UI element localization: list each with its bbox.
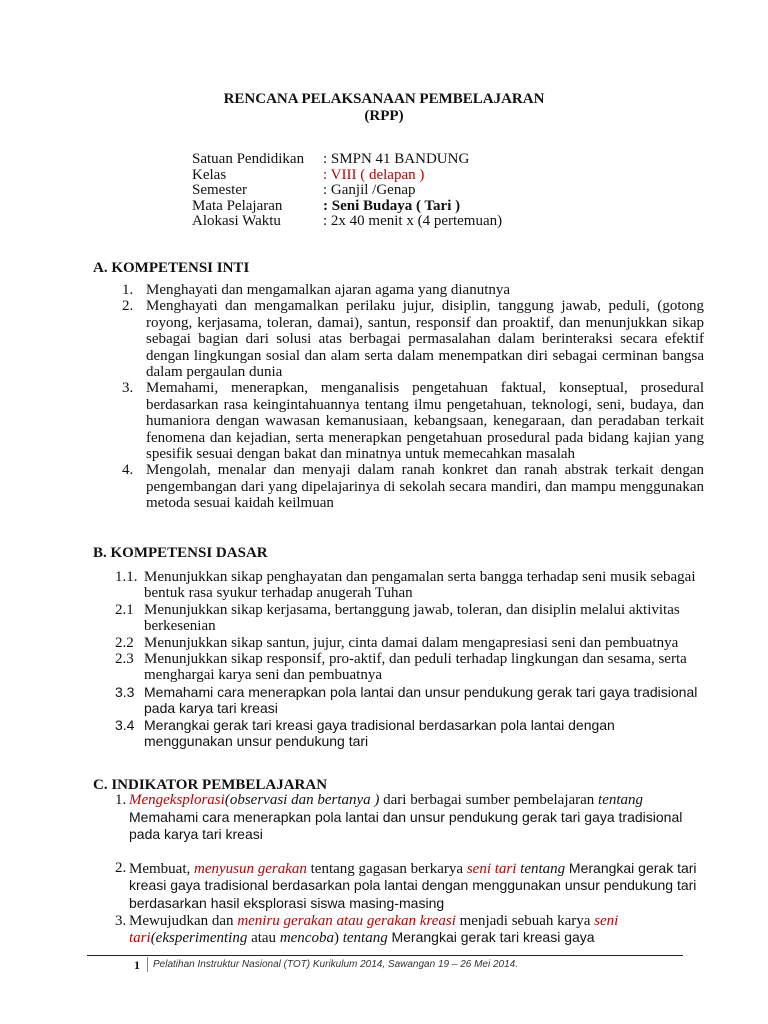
section-c-heading: C. INDIKATOR PEMBELAJARAN [93, 777, 328, 793]
item-text: Membuat, [129, 860, 194, 877]
list-item [115, 684, 705, 717]
document-subtitle: (RPP) [364, 108, 404, 124]
info-label: Semester [192, 182, 247, 199]
footer-divider [87, 955, 683, 956]
item-text: Menghayati dan mengamalkan ajaran agama yang dianutnya [146, 282, 511, 298]
item-number: 2.3 [115, 651, 134, 668]
list-item [115, 569, 705, 602]
verb-highlight: meniru gerakan atau gerakan kreasi [237, 912, 456, 929]
info-row-semester [192, 183, 502, 199]
info-row-kelas [192, 168, 502, 184]
info-value: : Seni Budaya ( Tari ) [323, 197, 461, 214]
info-label: Satuan Pendidikan [192, 151, 305, 167]
item-number: 2.2 [115, 634, 134, 651]
info-table [192, 152, 502, 230]
item-number: 3.3 [115, 683, 135, 700]
list-item [115, 717, 705, 750]
info-value: : Ganjil /Genap [323, 182, 416, 199]
info-row-satuan [192, 152, 502, 168]
footer-separator [147, 957, 148, 972]
info-label: Kelas [192, 166, 227, 183]
section-b-heading: B. KOMPETENSI DASAR [93, 545, 268, 561]
footer-text: Pelatihan Instruktur Nasional (TOT) Kurikulum 2014, Sawangan 19 – 26 Mei 2014. [153, 959, 519, 970]
item-text: Merangkai gerak tari kreasi gaya tradisional berdasarkan pola lantai dengan menggunakan unsur pendukung tari [144, 716, 615, 750]
item-number: 1.1. [115, 569, 138, 585]
seni-tari-highlight: seni tari [129, 912, 619, 947]
info-value: : 2x 40 menit x (4 pertemuan) [323, 213, 503, 230]
item-text: menjadi sebuah karya [455, 912, 595, 929]
item-text: Menunjukkan sikap penghayatan dan pengamalan serta bangga terhadap seni musik sebagai bentuk rasa syukur terhadap anugerah Tuhan [144, 569, 696, 602]
item-number: 3.4 [115, 716, 135, 733]
item-number: 2. [115, 859, 127, 876]
list-item [115, 792, 715, 844]
item-text: dari berbagai sumber pembelajaran [379, 792, 599, 808]
item-text: Mengolah, menalar dan menyaji dalam ranah konkret dan ranah abstrak terkait dengan pengembangan dari yang dipelajarinya di sekolah secara mandiri, dan mampu menggunakan metoda sesuai kaidah keilmuan [146, 462, 704, 512]
parenthetical: (eksperimenting [150, 930, 248, 947]
list-item [122, 298, 704, 380]
section-b-list [115, 569, 705, 749]
parenthetical: mencoba [279, 930, 334, 947]
list-item [122, 282, 704, 298]
item-text: Menghayati dan mengamalkan perilaku jujur, disiplin, tanggung jawab, peduli, (gotong royong, kerjasama, toleran, damai), santun, responsif dan proaktif, dan menunjukkan sikap sebagai bagian dari solusi atas berbagai permasalahan dalam berinteraksi secara efektif dengan lingkungan sosial dan alam serta dalam menempatkan diri sebagai cerminan bangsa dalam pergaulan dunia [146, 298, 704, 381]
list-item [122, 380, 704, 462]
info-label: Mata Pelajaran [192, 197, 283, 214]
info-label: Alokasi Waktu [192, 213, 281, 230]
item-body: Merangkai gerak tari kreasi gaya tradisional berdasarkan pola lantai dengan menggunakan unsur pendukung tari berdasarkan hasil eksplorasi siswa masing-masing [129, 859, 697, 911]
tentang-word: tentang [338, 930, 392, 947]
item-body: Memahami cara menerapkan pola lantai dan unsur pendukung gerak tari gaya tradisional pada karya tari kreasi [129, 808, 683, 843]
item-number: 1. [115, 792, 127, 808]
list-item [115, 651, 705, 684]
info-value: : VIII ( delapan ) [323, 166, 425, 183]
item-text: atau [247, 930, 280, 947]
list-item [122, 462, 704, 511]
parenthetical: (observasi dan bertanya ) [224, 792, 380, 808]
seni-tari-highlight: seni tari [466, 860, 517, 877]
list-item [115, 860, 715, 913]
item-text: Menunjukkan sikap kerjasama, bertanggung jawab, toleran, dan disiplin melalui aktivitas berkesenian [144, 601, 680, 635]
section-a-list [122, 282, 704, 512]
info-row-alokasi [192, 214, 502, 230]
tentang-word: tentang [598, 792, 644, 808]
item-text: Memahami, menerapkan, menganalisis pengetahuan faktual, konseptual, prosedural berdasarkan rasa keingintahuannya tentang ilmu pengetahuan, teknologi, seni, budaya, dan humaniora dengan wawasan kemanusiaan, kebangsaan, kenegaraan, dan peradaban terkait fenomena dan kejadian, serta menerapkan pengetahuan prosedural pada bidang kajian yang spesifik sesuai dengan bakat dan minatnya untuk memecahkan masalah [146, 380, 704, 463]
item-number: 2.1 [115, 601, 134, 618]
verb-highlight: Mengeksplorasi [129, 792, 225, 808]
info-value: : SMPN 41 BANDUNG [323, 151, 470, 167]
item-body: Merangkai gerak tari kreasi gaya [391, 929, 595, 946]
item-text: ) [333, 930, 339, 947]
item-text: Mewujudkan dan [129, 912, 238, 929]
document-title: RENCANA PELAKSANAAN PEMBELAJARAN [223, 91, 545, 107]
list-item [115, 602, 705, 635]
item-number: 2. [122, 298, 134, 315]
item-number: 4. [122, 462, 134, 479]
verb-highlight: menyusun gerakan [194, 860, 307, 877]
section-c-list [115, 792, 715, 947]
item-number: 3. [122, 380, 134, 397]
item-text: Menunjukkan sikap responsif, pro-aktif, dan peduli terhadap lingkungan dan sesama, serta menghargai karya seni dan pembuatnya [144, 651, 687, 684]
item-text: tentang gagasan berkarya [306, 860, 467, 877]
tentang-word: tentang [516, 860, 569, 877]
list-item [115, 913, 715, 947]
item-number: 1. [122, 282, 134, 298]
section-a-heading: A. KOMPETENSI INTI [93, 260, 250, 276]
page-number: 1 [134, 958, 140, 972]
item-number: 3. [115, 912, 127, 929]
list-item [115, 635, 705, 651]
item-text: Memahami cara menerapkan pola lantai dan unsur pendukung gerak tari gaya tradisional pada karya tari kreasi [144, 683, 698, 717]
info-row-mapel [192, 199, 502, 215]
item-text: Menunjukkan sikap santun, jujur, cinta damai dalam mengapresiasi seni dan pembuatnya [144, 634, 679, 651]
